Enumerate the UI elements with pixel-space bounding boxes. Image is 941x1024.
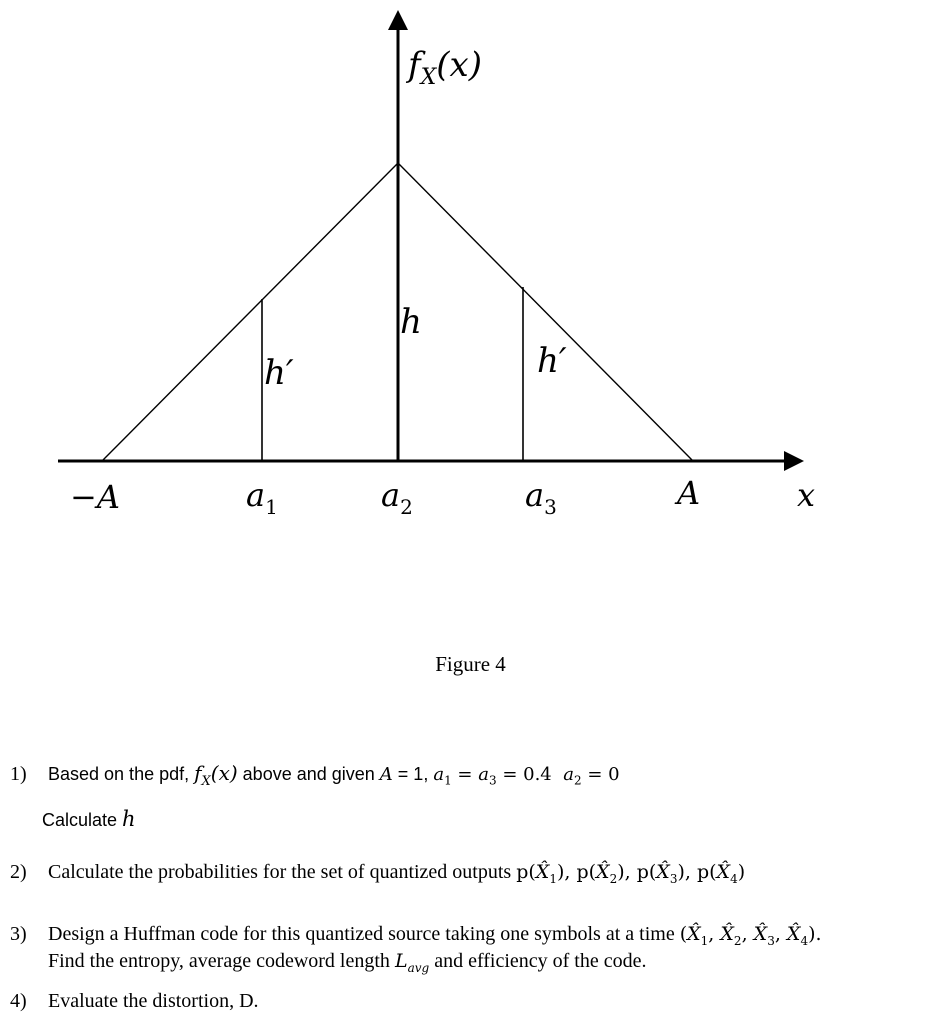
triangle-left-side (102, 163, 398, 461)
triangle-right-side (398, 163, 693, 461)
question-2-text: Calculate the probabilities for the set of quantized outputs (48, 861, 517, 883)
question-2: 2) Calculate the probabilities for the set of quantized outputs $p(X̂_1)$, $p(X̂_2)$, $p(X̂_3)$, $p(X̂_4)$ (10, 861, 746, 886)
question-number: 2) (10, 861, 27, 883)
right-height-label: h′ (537, 341, 567, 381)
tick-label-neg-a: −A (70, 478, 120, 516)
y-axis-label: $f_X(x)$ (408, 45, 482, 90)
tick-label-a3: $a_3$ (525, 476, 557, 519)
question-number: 3) (10, 923, 27, 945)
y-axis-arrow-icon (388, 10, 408, 30)
question-1-calc: Calculate (42, 810, 123, 830)
question-1-line-2 (10, 806, 931, 834)
question-number: 4) (10, 990, 27, 1012)
question-3-line-2: Find the entropy, average codeword length $L_{avg}$ and efficiency of the code. (10, 948, 931, 981)
question-1-a: A (379, 764, 393, 785)
question-3-line-1: Design a Huffman code for this quantized source taking one symbols at a time (48, 923, 680, 945)
question-3: 3) Design a Huffman code for this quantized source taking one symbols at a time ($X̂_1$, $X̂_2$, $X̂_3$, $X̂_4$). (10, 923, 822, 948)
x-axis-arrow-icon (784, 451, 804, 471)
question-1-var: h (122, 807, 136, 831)
tick-label-a: A (677, 474, 701, 512)
question-1: 1) Based on the pdf, $f_X(x)$ above and given A = 1, $a_1 = a_3 = 0.4$ $a_2 = 0$ (10, 761, 620, 789)
question-3-prefix: Find the entropy, average codeword length (48, 950, 395, 972)
question-4-text: Evaluate the distortion, D. (48, 990, 259, 1012)
question-4 (10, 988, 931, 1015)
figure-caption: Figure 4 (435, 652, 506, 676)
tick-label-a1: $a_1$ (246, 476, 278, 519)
x-axis-label: x (797, 476, 816, 514)
question-1-middle: above and given (237, 764, 380, 784)
question-3-suffix: and efficiency of the code. (429, 950, 647, 972)
question-number: 1) (10, 763, 27, 785)
peak-height-label: h (400, 302, 422, 342)
question-1-prefix: Based on the pdf, (48, 764, 195, 784)
left-height-label: h′ (264, 353, 294, 393)
tick-label-a2: $a_2$ (381, 476, 413, 519)
